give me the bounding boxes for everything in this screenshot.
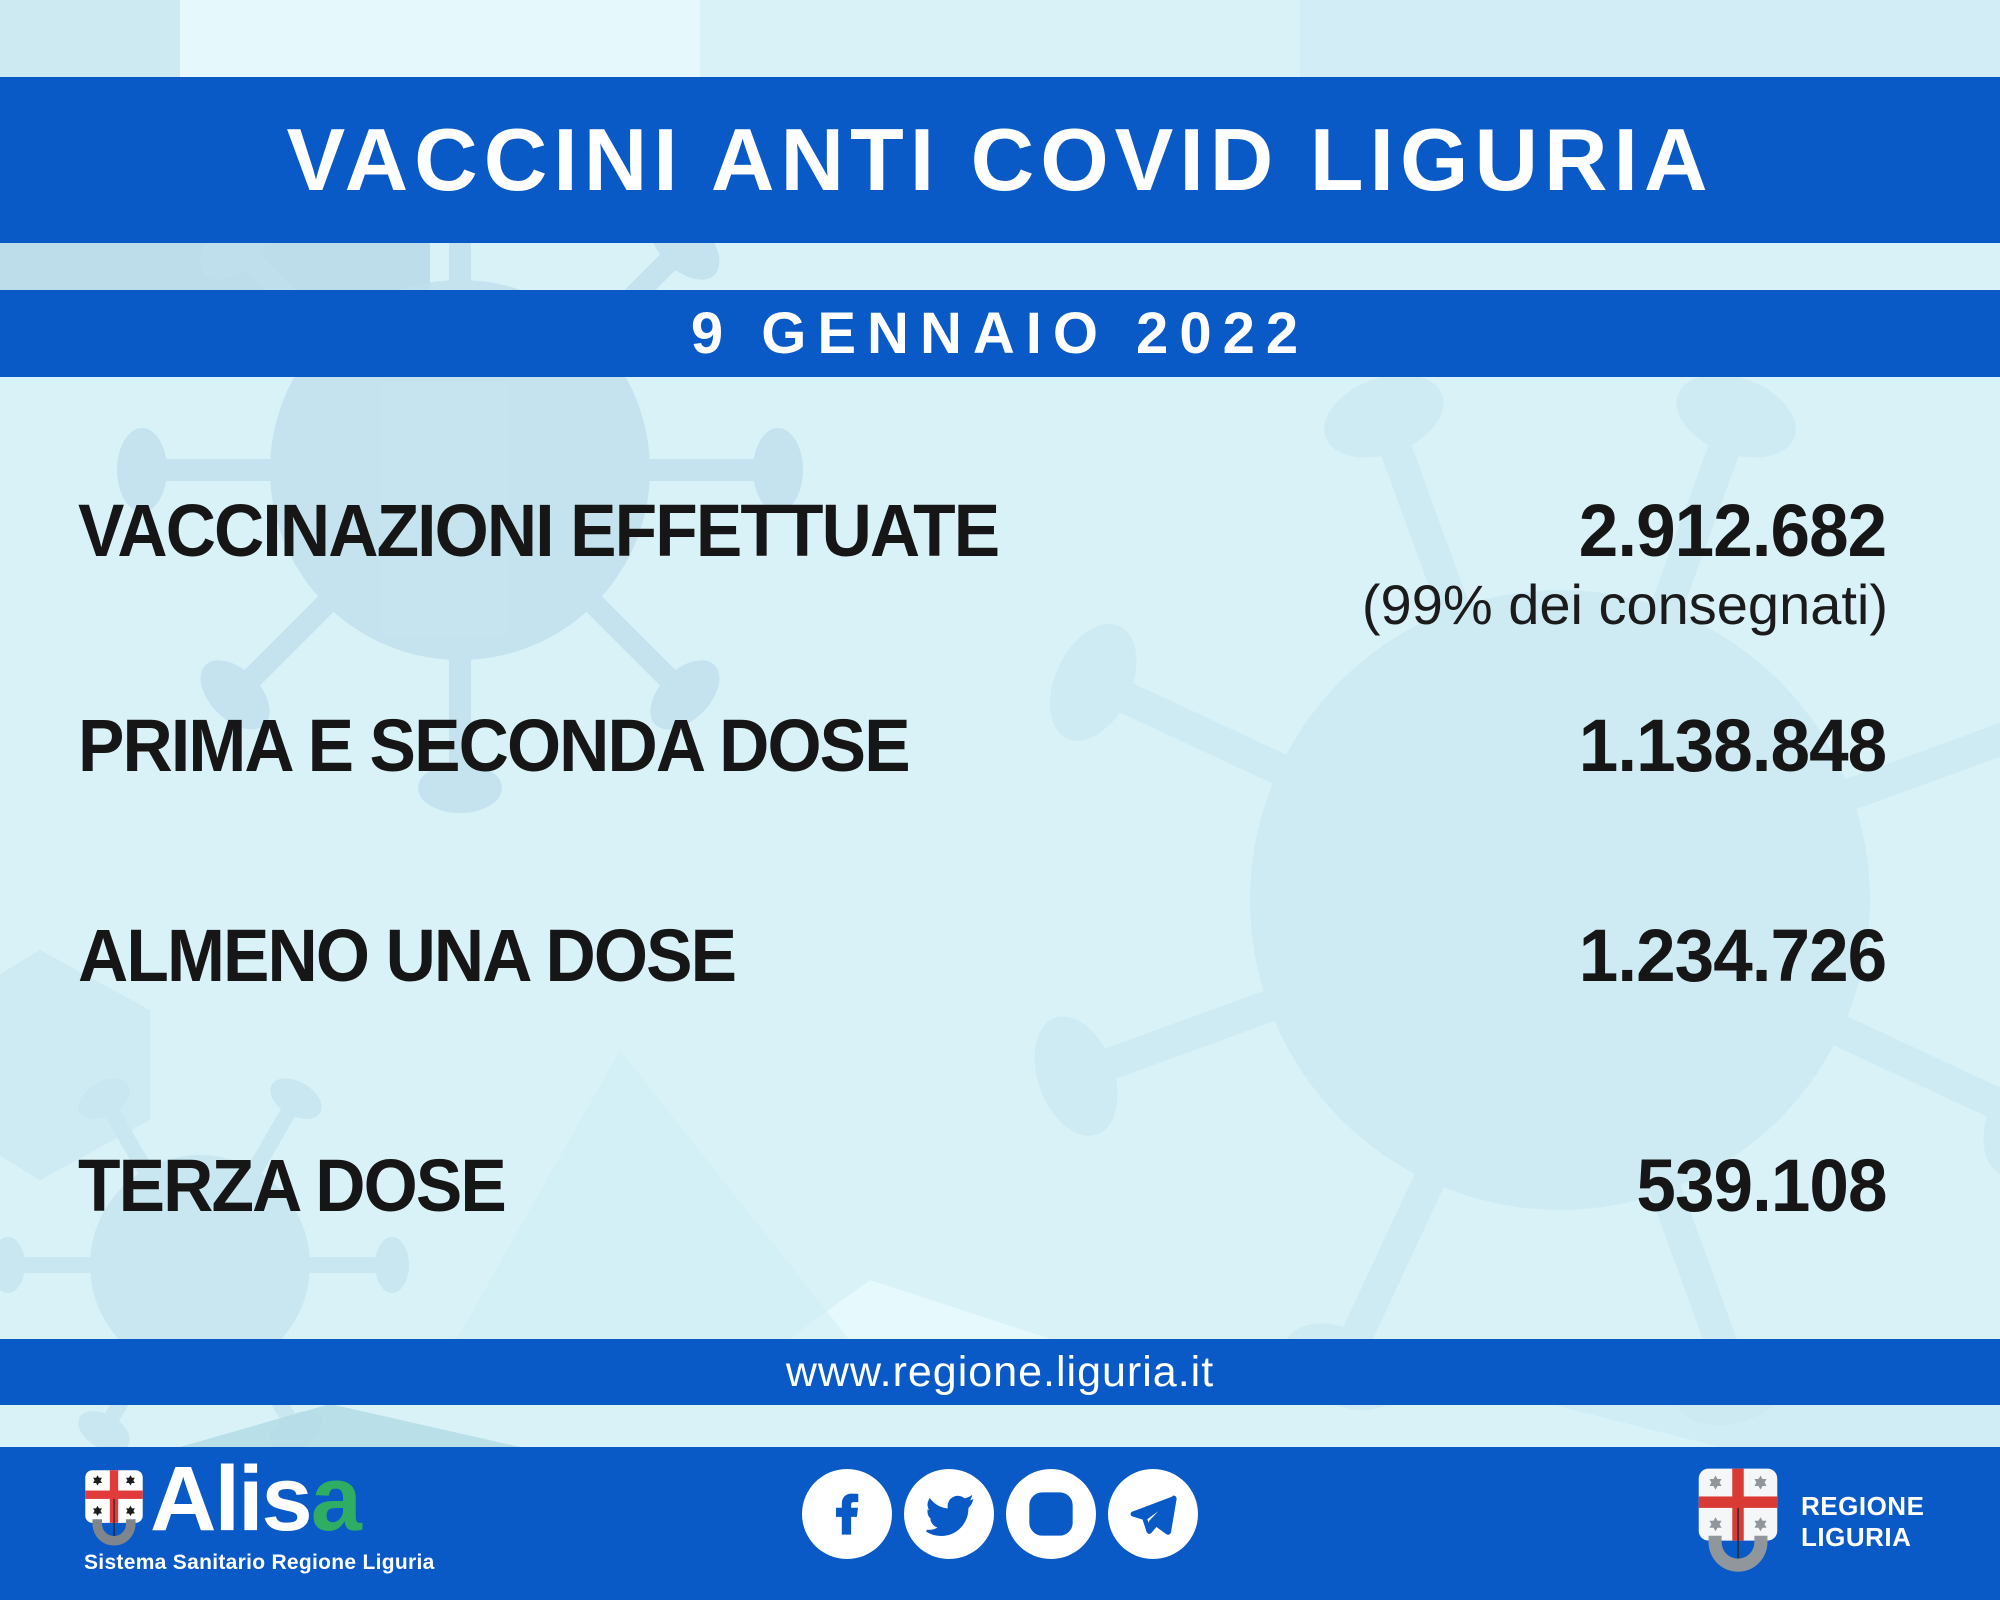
stat-row-terza-dose [78, 1140, 1886, 1230]
stat-label: ALMENO UNA DOSE [78, 913, 736, 997]
telegram-icon[interactable] [1108, 1469, 1198, 1559]
twitter-icon[interactable] [904, 1469, 994, 1559]
alisa-name-green: a [310, 1448, 360, 1550]
stat-label: PRIMA E SECONDA DOSE [78, 703, 909, 787]
website-link[interactable]: www.regione.liguria.it [785, 1348, 1215, 1396]
stat-value: 539.108 [1635, 1143, 1886, 1227]
regione-shield-logo [1697, 1467, 1779, 1575]
stat-row-prima-e-seconda-dose [78, 700, 1886, 790]
regione-logo-text [1801, 1491, 1924, 1553]
stat-value: 2.912.682 [1578, 488, 1886, 572]
website-bar [0, 1339, 2000, 1405]
alisa-shield-logo [84, 1469, 144, 1548]
report-date: 9 GENNAIO 2022 [690, 301, 1310, 366]
alisa-subtitle: Sistema Sanitario Regione Liguria [84, 1551, 435, 1574]
stat-label: TERZA DOSE [78, 1143, 505, 1227]
stat-row-almeno-una-dose [78, 910, 1886, 1000]
stat-value: 1.138.848 [1578, 703, 1886, 787]
regione-line2: LIGURIA [1801, 1522, 1912, 1552]
stat-label: VACCINAZIONI EFFETTUATE [78, 488, 999, 572]
social-links [802, 1469, 1198, 1559]
regione-line1: REGIONE [1801, 1491, 1925, 1521]
page-title: VACCINI ANTI COVID LIGURIA [286, 110, 1714, 209]
facebook-icon[interactable] [802, 1469, 892, 1559]
stat-row-vaccinazioni-effettuate [78, 485, 1886, 575]
instagram-icon[interactable] [1006, 1469, 1096, 1559]
alisa-name-white: Alis [150, 1448, 311, 1550]
title-banner [0, 77, 2000, 243]
stat-value: 1.234.726 [1578, 913, 1886, 997]
date-banner [0, 290, 2000, 377]
alisa-logo-text [150, 1448, 360, 1550]
regione-liguria-logo [1697, 1467, 1924, 1575]
stat-note-percent-delivered: (99% dei consegnati) [1361, 573, 1888, 636]
footer [0, 1447, 2000, 1600]
